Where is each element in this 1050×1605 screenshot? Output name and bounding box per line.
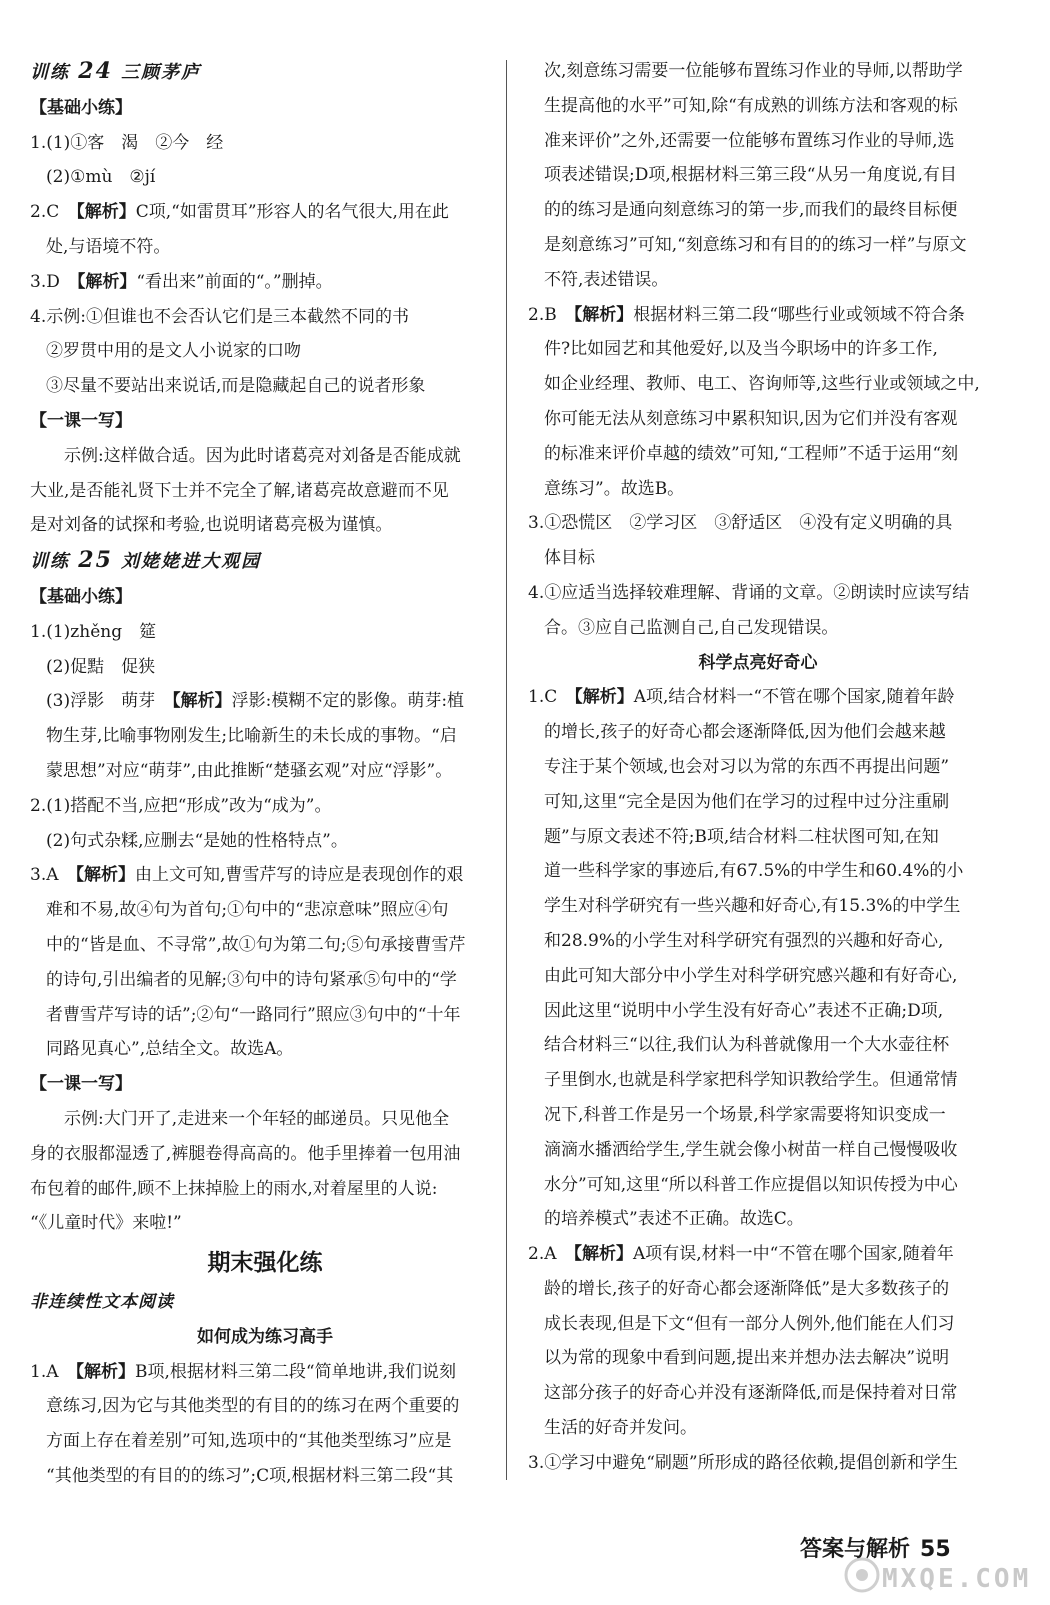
watermark-logo — [842, 1550, 1032, 1600]
right-column — [528, 54, 988, 1481]
text-line: 题”与原文表述不符;B项,结合材料二柱状图可知,在知 — [544, 826, 939, 847]
text-line: 蒙思想”对应“萌芽”,由此推断“楚骚玄观”对应“浮影”。 — [46, 760, 453, 781]
text-line: 道一些科学家的事迹后,有67.5%的中学生和60.4%的小 — [544, 861, 964, 882]
text-line: 项表述错误;D项,根据材料三第三段“从另一角度说,有目 — [544, 165, 957, 186]
answer-text: C项,“如雷贯耳”形容人的名气很大,用在此 — [135, 202, 449, 223]
text-line: 布包着的邮件,顾不上抹掉脸上的雨水,对着屋里的人说: — [30, 1178, 438, 1199]
text-line: 不符,表述错误。 — [544, 269, 669, 290]
analysis-label: 【解析】 — [76, 271, 137, 292]
text-line: 体目标 — [544, 548, 595, 569]
lesson-heading-label: 训练 — [30, 62, 79, 83]
analysis-label: 【解析】 — [172, 691, 232, 712]
text-line: 学生对科学研究有一些兴趣和好奇心,有15.3%的中学生 — [544, 896, 961, 917]
text-line: 的的练习是通向刻意练习的第一步,而我们的最终目标便 — [544, 200, 958, 221]
text-line: (2)促黠 促狭 — [46, 656, 156, 677]
answer-text: A项,结合材料一“不管在哪个国家,随着年龄 — [633, 687, 955, 708]
text-line: 同路见真心”,总结全文。故选A。 — [46, 1039, 294, 1060]
section-tag: 【一课一写】 — [30, 1074, 132, 1095]
text-line: 次,刻意练习需要一位能够布置练习作业的导师,以帮助学 — [544, 61, 963, 81]
text-line: 水分”可知,这里“所以科普工作应提倡以知识传授为中心 — [544, 1174, 958, 1195]
answer-text: B项,根据材料三第二段“简单地讲,我们说刻 — [135, 1361, 456, 1382]
text-line: (2)句式杂糅,应删去“是她的性格特点”。 — [46, 830, 348, 851]
text-line: 是对刘备的试探和考验,也说明诸葛亮极为谨慎。 — [30, 515, 393, 536]
text-line: 方面上存在着差别”可知,选项中的“其他类型练习”应是 — [46, 1431, 452, 1452]
text-line: 1.(1)①客 渴 ②今 经 — [30, 132, 224, 153]
text-line: 难和不易,故④句为首句;①句中的“悲凉意味”照应④句 — [46, 900, 449, 921]
text-line: 如企业经理、教师、电工、咨询师等,这些行业或领域之中, — [544, 374, 980, 395]
answer-number: 2.A — [528, 1244, 574, 1265]
answer-text: 根据材料三第二段“哪些行业或领域不符合条 — [633, 304, 965, 325]
text-line: 结合材料三“以往,我们认为科普就像用一个大水壶往杯 — [544, 1035, 950, 1056]
text-line: 成长表现,但是下文“但有一部分人例外,他们能在人们习 — [544, 1313, 955, 1334]
answer-line — [30, 265, 500, 300]
analysis-label: 【解析】 — [76, 202, 136, 223]
answer-line — [528, 680, 988, 715]
text-line: 4.①应适当选择较难理解、背诵的文章。②朗读时应读写结 — [528, 582, 970, 603]
answer-number: 1.A — [30, 1361, 76, 1382]
text-line: 4.示例:①但谁也不会否认它们是三本截然不同的书 — [30, 306, 409, 327]
analysis-label: 【解析】 — [573, 304, 634, 325]
answer-line — [528, 298, 988, 333]
answer-text: “看出来”前面的“。”删掉。 — [136, 271, 333, 292]
passage-title: 如何成为练习高手 — [197, 1326, 333, 1347]
lesson-heading-label: 训练 — [30, 551, 79, 573]
left-column — [30, 54, 500, 1494]
text-line: “其他类型的有目的的练习”;C项,根据材料三第二段“其 — [46, 1466, 454, 1487]
analysis-label: 【解析】 — [75, 1361, 135, 1382]
answer-line — [528, 1237, 988, 1272]
text-line: 龄的增长,孩子的好奇心都会逐渐降低”是大多数孩子的 — [544, 1278, 950, 1299]
section-tag: 【一课一写】 — [30, 410, 132, 431]
watermark-text: MXQE.COM — [882, 1564, 1032, 1594]
text-line: 意练习,因为它与其他类型的有目的的练习在两个重要的 — [46, 1396, 460, 1417]
text-line: 大业,是否能礼贤下士并不完全了解,诸葛亮故意避而不见 — [30, 480, 449, 501]
text-line: 由此可知大部分中小学生对科学研究感兴趣和有好奇心, — [544, 965, 958, 986]
answer-line — [30, 195, 500, 230]
text-line: 以为常的现象中看到问题,提出来并想办法去解决”说明 — [544, 1348, 950, 1369]
text-line: 准来评价”之外,还需要一位能够布置练习作业的导师,选 — [544, 130, 955, 151]
answer-text: 浮影:模糊不定的影像。萌芽:植 — [231, 691, 465, 712]
text-line: 的培养模式”表述不正确。故选C。 — [544, 1209, 804, 1230]
passage-title: 科学点亮好奇心 — [698, 652, 818, 673]
answer-line — [30, 1355, 500, 1390]
lesson-heading — [30, 543, 500, 580]
text-line: ②罗贯中用的是文人小说家的口吻 — [46, 341, 301, 362]
lesson-title: 三顾茅庐 — [112, 62, 202, 83]
answer-line — [30, 858, 500, 893]
text-line: 合。③应自己监测自己,自己发现错误。 — [544, 617, 839, 638]
answer-number: 3.A — [30, 865, 76, 886]
column-divider — [506, 60, 507, 1480]
text-line: 子里倒水,也就是科学家把科学知识教给学生。但通常情 — [544, 1070, 958, 1091]
analysis-label: 【解析】 — [75, 865, 135, 886]
text-line: 意练习”。故选B。 — [544, 478, 685, 499]
text-line: 件?比如园艺和其他爱好,以及当今职场中的许多工作, — [544, 339, 938, 360]
section-tag: 【基础小练】 — [30, 97, 132, 118]
text-line: 中的“皆是血、不寻常”,故①句为第二句;⑤句承接曹雪芹 — [46, 934, 466, 955]
text-line: 可知,这里“完全是因为他们在学习的过程中过分注重刷 — [544, 791, 950, 812]
section-tag: 【基础小练】 — [30, 586, 132, 607]
text-line: 身的衣服都湿透了,裤腿卷得高高的。他手里捧着一包用油 — [30, 1143, 461, 1164]
text-line: 物生芽,比喻事物刚发生;比喻新生的未长成的事物。“启 — [46, 726, 457, 747]
page-number: 55 — [920, 1537, 951, 1562]
text-line: 专注于某个领域,也会对习以为常的东西不再提出问题” — [544, 756, 950, 777]
text-line: 示例:这样做合适。因为此时诸葛亮对刘备是否能成就 — [64, 445, 461, 466]
answer-number: 2.C — [30, 202, 77, 223]
text-line: 你可能无法从刻意练习中累积知识,因为它们并没有客观 — [544, 408, 958, 429]
text-line: 1.(1)zhěng 筵 — [30, 621, 157, 642]
text-line: 滴滴水播洒给学生,学生就会像小树苗一样自己慢慢吸收 — [544, 1139, 958, 1160]
text-line: 况下,科普工作是另一个场景,科学家需要将知识变成一 — [544, 1104, 946, 1125]
section-heading: 非连续性文本阅读 — [30, 1292, 174, 1313]
text-line: (2)①mù ②jí — [46, 167, 156, 188]
text-line: 的增长,孩子的好奇心都会逐渐降低,因为他们会越来越 — [544, 722, 946, 743]
text-line: 3.①恐慌区 ②学习区 ③舒适区 ④没有定义明确的具 — [528, 513, 953, 534]
text-line: 这部分孩子的好奇心并没有逐渐降低,而是保持着对日常 — [544, 1383, 958, 1404]
text-line: 2.(1)搭配不当,应把“形成”改为“成为”。 — [30, 795, 332, 816]
text-line: 者曹雪芹写诗的话”;②句“一路同行”照应③句中的“十年 — [46, 1004, 461, 1025]
text-line: 生活的好奇并发问。 — [544, 1418, 697, 1439]
analysis-label: 【解析】 — [573, 1244, 633, 1265]
text-line: 的标准来评价卓越的绩效”可知,“工程师”不适于运用“刻 — [544, 443, 959, 464]
lesson-heading — [30, 54, 500, 91]
text-line: 示例:大门开了,走进来一个年轻的邮递员。只见他全 — [64, 1108, 450, 1129]
answer-line — [30, 684, 500, 719]
text-line: 生提高他的水平”可知,除“有成熟的训练方法和客观的标 — [544, 95, 958, 116]
answer-text: 由上文可知,曹雪芹写的诗应是表现创作的艰 — [135, 865, 464, 886]
text-line: 的诗句,引出编者的见解;③句中的诗句紧承⑤句中的“学 — [46, 969, 457, 990]
footer-title: 答案与解析 — [800, 1537, 911, 1562]
lesson-number: 25 — [78, 547, 113, 574]
lesson-title: 刘姥姥进大观园 — [112, 551, 262, 573]
analysis-label: 【解析】 — [574, 687, 634, 708]
answer-number: 1.C — [528, 687, 575, 708]
text-line: 因此这里“说明中小学生没有好奇心”表述不正确;D项, — [544, 1000, 944, 1021]
text-line: “《儿童时代》来啦!” — [30, 1213, 182, 1234]
answer-number: 3.D — [30, 271, 77, 292]
text-line: 是刻意练习”可知,“刻意练习和有目的的练习一样”与原文 — [544, 234, 967, 255]
answer-number: (3)浮影 萌芽 — [46, 691, 173, 712]
text-line: 3.①学习中避免“刷题”所形成的路径依赖,提倡创新和学生 — [528, 1452, 959, 1473]
lesson-number: 24 — [78, 58, 113, 84]
text-line: ③尽量不要站出来说话,而是隐藏起自己的说者形象 — [46, 376, 426, 397]
text-line: 和28.9%的小学生对科学研究有强烈的兴趣和好奇心, — [544, 930, 944, 951]
answer-number: 2.B — [528, 304, 574, 325]
text-line: 处,与语境不符。 — [46, 236, 171, 257]
answer-text: A项有误,材料一中“不管在哪个国家,随着年 — [633, 1244, 954, 1265]
part-title: 期末强化练 — [207, 1250, 323, 1277]
